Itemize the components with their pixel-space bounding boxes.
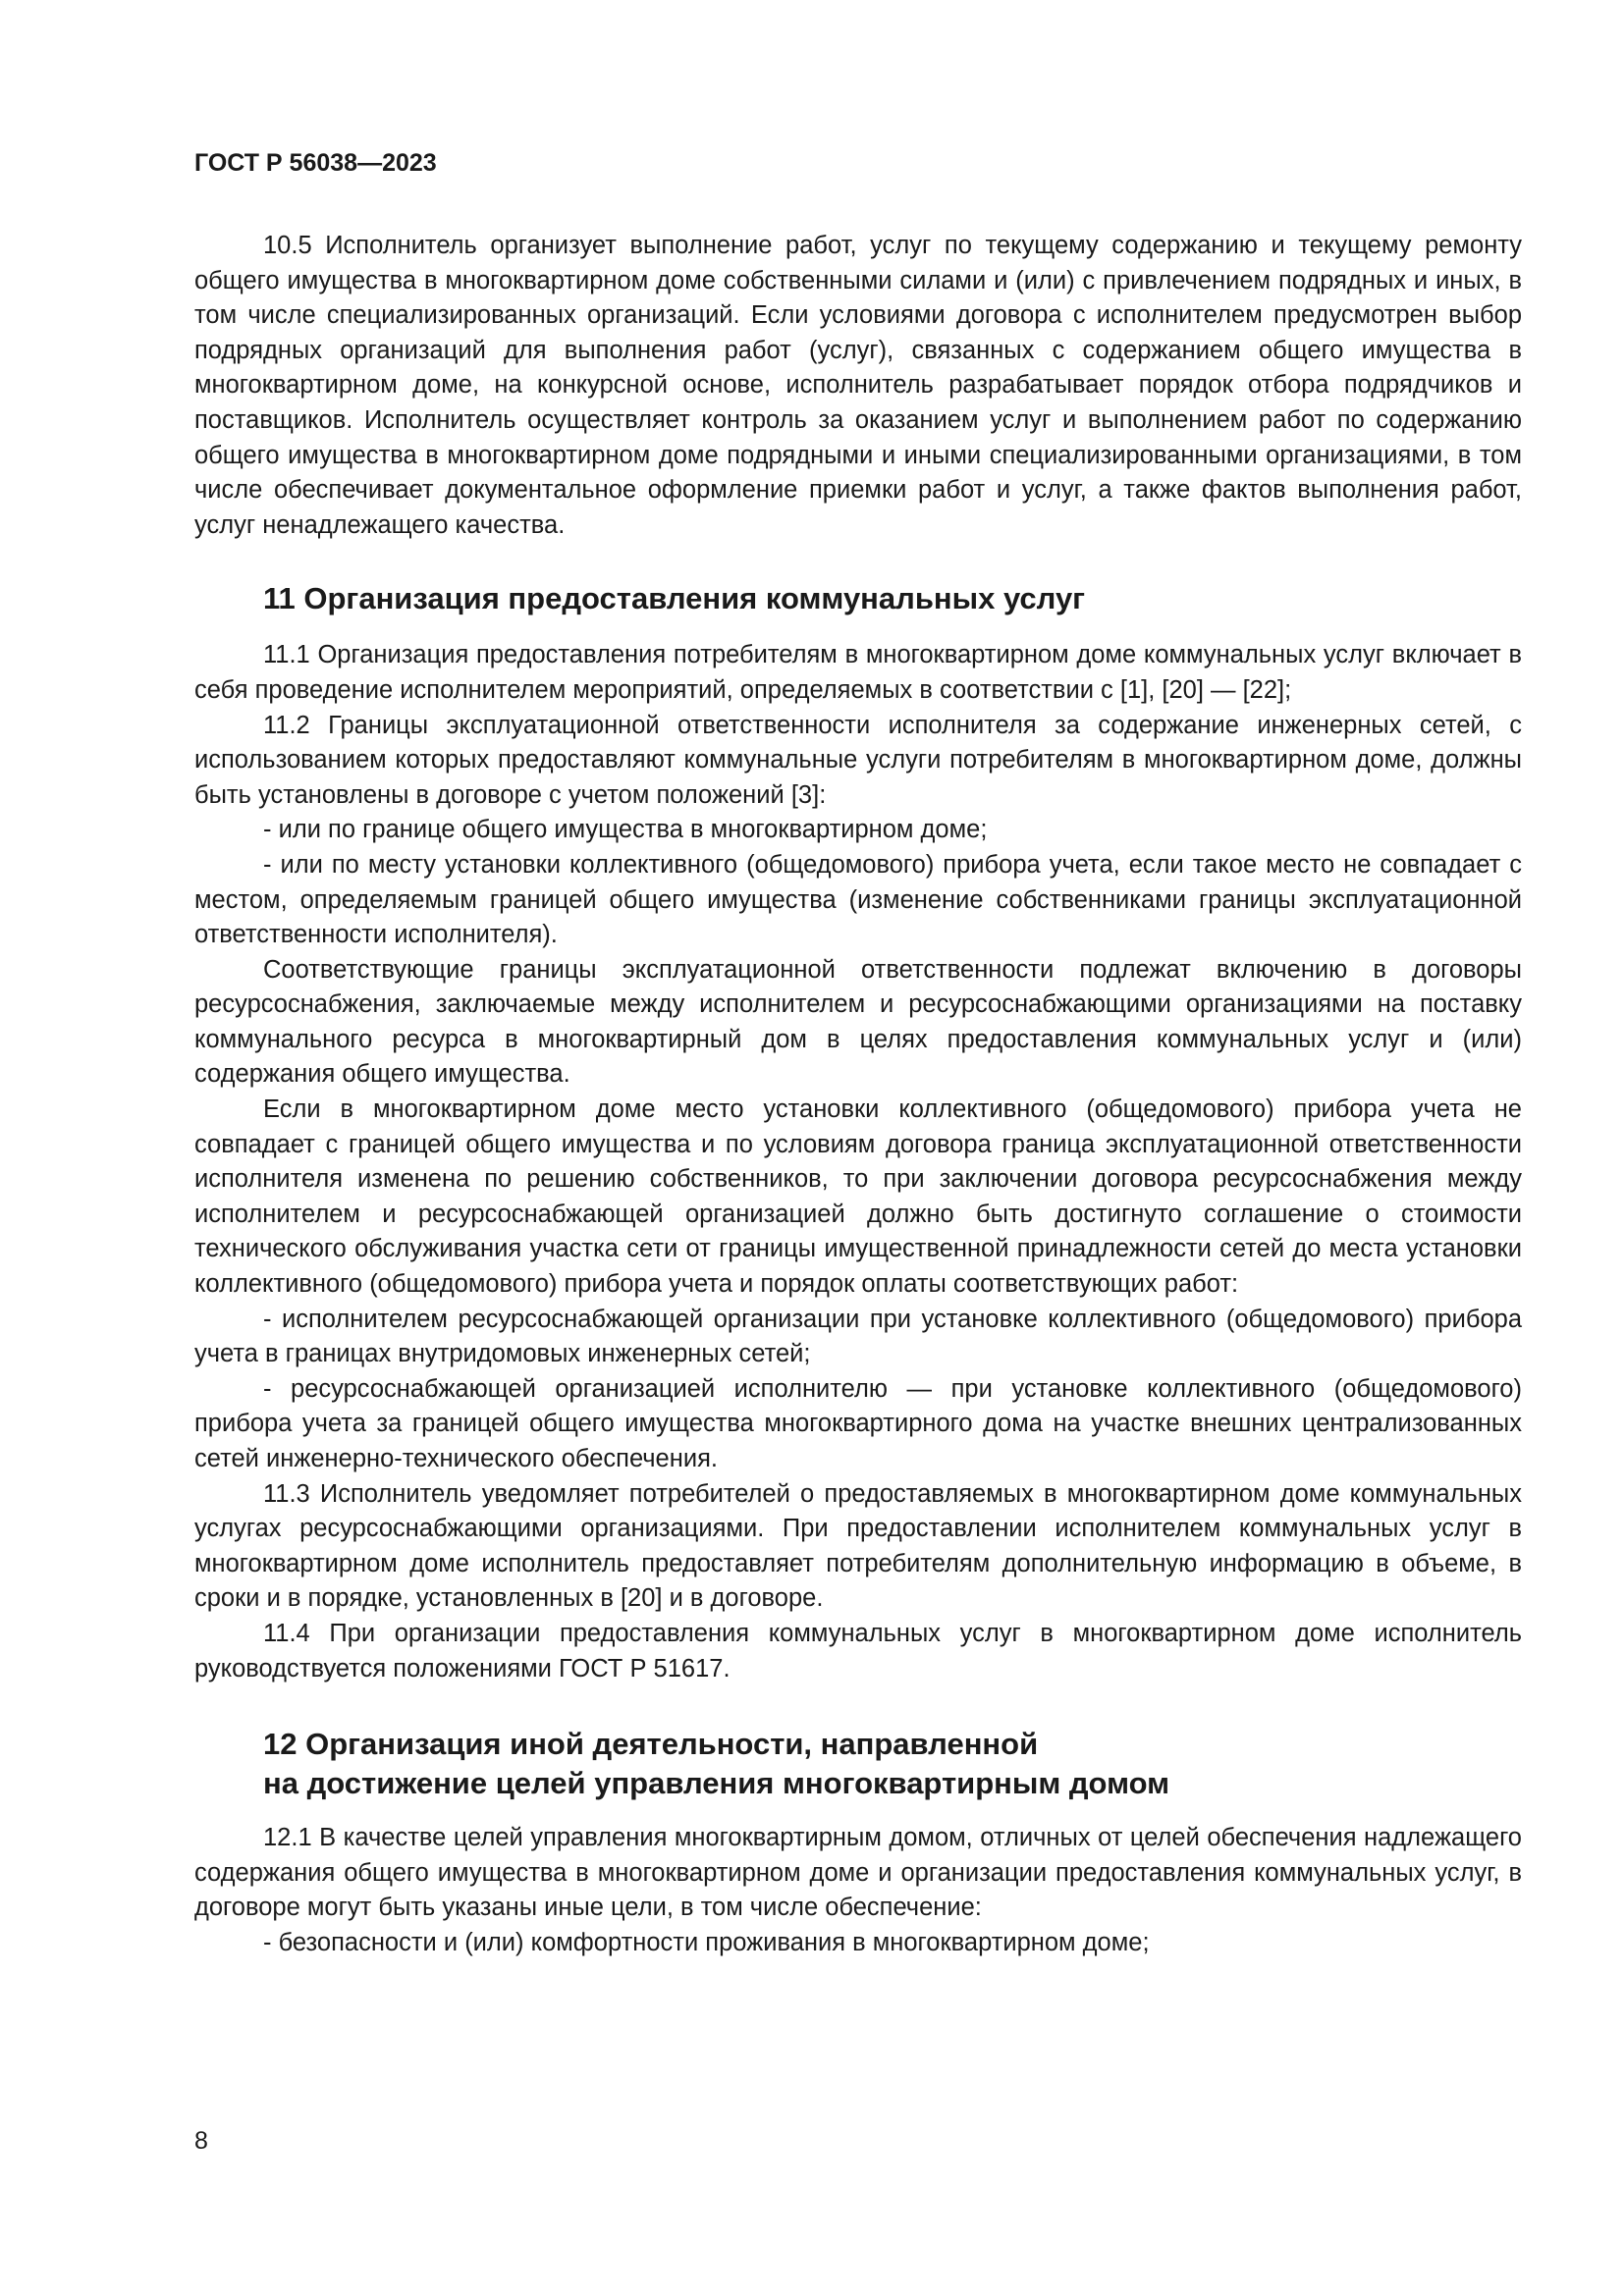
paragraph-10-5: 10.5 Исполнитель организует выполнение работ, услуг по текущему содержанию и текущему ремонту общего имущества в многоквартирном доме собственными силами и (или) с привлечением подрядных и иных, в том числе специализированных организаций. Если условиями договора с исполнителем предусмотрен выбор подрядных организаций для выполнения работ (услуг), связанных с содержанием общего имущества в многоквартирном доме, на конкурсной основе, исполнитель разрабатывает порядок отбора подрядчиков и поставщиков. Исполнитель осуществляет контроль за оказанием услуг и выполнением работ по содержанию общего имущества в многоквартирном доме подрядными и иными специализированными организациями, в том числе обеспечивает документальное оформление приемки работ и услуг, а также фактов выполнения работ, услуг ненадлежащего качества.: [194, 232, 1522, 539]
list-item-safety-comfort: - безопасности и (или) комфортности проживания в многоквартирном доме;: [263, 1928, 1150, 1956]
paragraph-11-1: 11.1 Организация предоставления потребителям в многоквартирном доме коммунальных услуг включает в себя проведение исполнителем мероприятий, определяемых в соответствии с [1], [20] — [22];: [194, 641, 1522, 704]
page-number: 8: [194, 2127, 208, 2155]
list-item-supplier-to-executor: - ресурсоснабжающей организацией исполнителю — при установке коллективного (общедомового) прибора учета за границей общего имущества многоквартирного дома на участке внешних централизованных сетей инженерно-технического обеспечения.: [194, 1374, 1522, 1472]
paragraph-11-2: 11.2 Границы эксплуатационной ответственности исполнителя за содержание инженерных сетей, с использованием которых предоставляют коммунальные услуги потребителям в многоквартирном доме, должны быть установлены в договоре с учетом положений [3]:: [194, 711, 1522, 809]
list-item-boundary-common-property: - или по границе общего имущества в многоквартирном доме;: [263, 816, 988, 844]
section-12-heading-line2: на достижение целей управления многоквартирным домом: [263, 1766, 1170, 1801]
list-item-executor-to-supplier: - исполнителем ресурсоснабжающей организации при установке коллективного (общедомового) прибора учета в границах внутридомовых инженерных сетей;: [194, 1305, 1522, 1368]
paragraph-boundaries-inclusion: Соответствующие границы эксплуатационной ответственности подлежат включению в договоры ресурсоснабжения, заключаемые между исполнителем и ресурсоснабжающими организациями на поставку коммунального ресурса в многоквартирный дом в целях предоставления коммунальных услуг и (или) содержания общего имущества.: [194, 955, 1522, 1089]
paragraph-12-1: 12.1 В качестве целей управления многоквартирным домом, отличных от целей обеспечения надлежащего содержания общего имущества в многоквартирном доме и организации предоставления коммунальных услуг, в договоре могут быть указаны иные цели, в том числе обеспечение:: [194, 1824, 1522, 1922]
section-12-heading-line1: 12 Организация иной деятельности, направленной: [263, 1727, 1039, 1762]
section-11-heading: 11 Организация предоставления коммунальных услуг: [263, 581, 1086, 616]
list-item-boundary-meter-location: - или по месту установки коллективного (общедомового) прибора учета, если такое место не совпадает с местом, определяемым границей общего имущества (изменение собственниками границы эксплуатационной ответственности исполнителя).: [194, 850, 1522, 949]
paragraph-11-3: 11.3 Исполнитель уведомляет потребителей о предоставляемых в многоквартирном доме коммунальных услугах ресурсоснабжающими организациями. При предоставлении исполнителем коммунальных услуг в многоквартирном доме исполнитель предоставляет потребителям дополнительную информацию в объеме, в сроки и в порядке, установленных в [20] и в договоре.: [194, 1479, 1522, 1613]
document-code-header: ГОСТ Р 56038—2023: [194, 149, 437, 177]
paragraph-meter-location-agreement: Если в многоквартирном доме место установки коллективного (общедомового) прибора учета не совпадает с границей общего имущества и по условиям договора граница эксплуатационной ответственности исполнителя изменена по решению собственников, то при заключении договора ресурсоснабжения между исполнителем и ресурсоснабжающей организацией должно быть достигнуто соглашение о стоимости технического обслуживания участка сети от границы имущественной принадлежности сетей до места установки коллективного (общедомового) прибора учета и порядок оплаты соответствующих работ:: [194, 1095, 1522, 1299]
paragraph-11-4: 11.4 При организации предоставления коммунальных услуг в многоквартирном доме исполнитель руководствуется положениями ГОСТ Р 51617.: [194, 1619, 1522, 1682]
document-page: [194, 147, 1522, 1961]
section-12-heading: [194, 1725, 1522, 1803]
